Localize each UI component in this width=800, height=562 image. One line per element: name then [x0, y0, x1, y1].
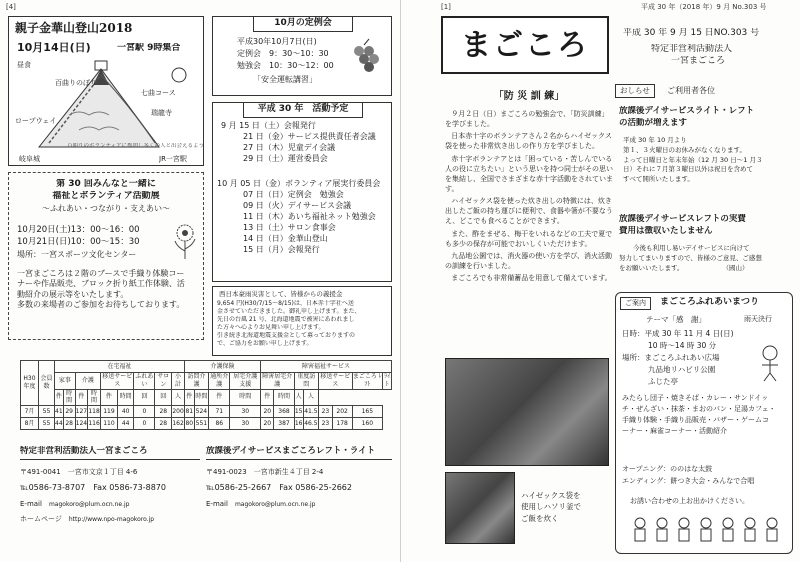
stats-group-header: 障害福祉サービス — [261, 361, 392, 373]
row-month: 7月 — [21, 406, 39, 418]
schedule-item: 21 日（金）サービス提供責任者会議 — [243, 132, 376, 141]
stats-header: まごころ ﾚﾌﾄ — [352, 373, 382, 388]
table-cell: 23 — [319, 418, 333, 430]
stats-group-header: 在宅福祉 — [55, 361, 185, 373]
stats-subheader: 時間 — [117, 389, 134, 406]
notice-line: すべて開所いたします。 — [623, 175, 694, 183]
table-cell: 178 — [332, 418, 352, 430]
table-cell: 202 — [332, 406, 352, 418]
notice-line: 日）それに７月第３曜日以外は祝日を含めて — [623, 165, 753, 174]
festival-place: ふじた亭 — [648, 377, 678, 386]
issue-line: 平成 30 年（2018 年）9 月 No.303 号 — [641, 3, 767, 11]
mountain-illustration — [9, 55, 203, 155]
stats-subheader: 時間 — [274, 389, 294, 406]
festival-item-line: 手織り体験・手織り品販売・バザー・ゲームコ — [622, 415, 769, 424]
stats-table-wrap — [20, 360, 392, 430]
masthead-title: まごころ — [461, 28, 589, 63]
article-paragraph: 赤十字ボランテアとは「困っている・苦しんでいる人の役に立ちたい」という思いを持つ同士がその思いを集結し、全国でさまざまな赤十字活動をされています。 — [445, 154, 613, 193]
stats-subheader: 人 — [294, 389, 303, 406]
org-address: 〒491-0041 一宮市文京１丁目 4-6 — [20, 468, 138, 477]
festival-place: 場所：まごころふれあい広場 — [622, 353, 720, 362]
table-cell: 46.5 — [303, 418, 318, 430]
publisher: 特定非営利活動法人 — [651, 44, 733, 54]
notice-heading: 放課後デイサービスライト・レフト — [619, 106, 755, 116]
table-cell: 0 — [134, 406, 155, 418]
schedule-item: 14 日（日）金華山登山 — [243, 234, 328, 243]
org-web-link[interactable]: http://www.npo-magokoro.jp — [68, 515, 155, 523]
stats-header: 移送サービス — [102, 373, 133, 388]
event-date: 10月21日(日)10：00～15：30 — [17, 237, 140, 247]
table-cell: 116 — [88, 418, 101, 430]
meeting-date: 平成30年10月7日(日) — [237, 37, 317, 46]
notice-title: ご利用者各位 — [667, 86, 715, 95]
stats-header: ﾗｲﾄ — [384, 373, 391, 388]
notice-line: 第１、３火曜日のお休みがなくなります。 — [623, 145, 746, 154]
schedule-item: 27 日（木）児童デイ会議 — [243, 143, 336, 152]
stats-header: 介護 — [75, 373, 100, 390]
org-email[interactable]: magokoro@plum.ocn.ne.jp — [48, 500, 130, 508]
notice-line: をお願いいたします。 （國山） — [619, 263, 749, 272]
flyer-label: ロープウェイ — [15, 117, 57, 125]
event-title-2: 福祉とボランティア活動展 — [52, 191, 160, 201]
table-cell: 44 — [55, 418, 64, 430]
stats-subheader: 時間 — [194, 389, 208, 406]
schedule-item: 09 日（火）デイサービス会議 — [243, 201, 352, 210]
publisher-name: 一宮まごころ — [671, 56, 726, 66]
stats-subheader: 時間 — [88, 389, 101, 406]
flyer-title: 親子金華山登山2018 — [15, 21, 133, 35]
notice-heading: の活動が増えます — [619, 118, 688, 128]
event-body-line: 多数の来場者のご参加をお待ちしております。 — [17, 300, 185, 310]
donation-title: 西日本豪雨災害として、皆様からの義援金 — [219, 290, 343, 298]
flyer-label: 昼食 — [17, 61, 31, 69]
stats-subheader-row — [21, 389, 392, 406]
stats-header: 通所介護 — [210, 373, 229, 388]
disaster-drill-article — [445, 90, 613, 285]
flower-icon — [169, 221, 201, 261]
meeting-time: 勉強会 10：30～12：00 — [237, 61, 334, 70]
stats-subheader: 件 — [209, 389, 230, 406]
hiking-flyer — [8, 16, 204, 166]
org-contact-2 — [206, 446, 392, 509]
stats-header: 小計 — [172, 373, 185, 390]
table-cell: 387 — [274, 418, 294, 430]
festival-opening: オープニング：ののはな太鼓 — [622, 465, 713, 473]
article-paragraph: また、酢をまぜる、梅干をいれるなどの工夫で夏でも多少の保存が可能でおいしくいただけます。 — [445, 229, 613, 248]
festival-item-line: みたらし団子・焼きそば・カレー・サンドイッ — [622, 394, 769, 402]
stats-table — [20, 360, 392, 430]
table-cell: 44 — [117, 418, 134, 430]
festival-box — [615, 292, 793, 554]
table-cell: 119 — [101, 406, 118, 418]
org-name: 特定非営利活動法人一宮まごころ — [20, 446, 200, 460]
table-cell: 28 — [155, 406, 172, 418]
activity-schedule — [212, 102, 392, 282]
table-cell: 71 — [209, 406, 230, 418]
article-body — [445, 109, 613, 283]
article-paragraph: 日本赤十字のボランテアさん２名からハイゼックス袋を使った非常炊き出しの作り方を学びました。 — [445, 132, 612, 151]
meeting-topic: 「安全運転講習」 — [253, 75, 317, 84]
table-cell: 15 — [294, 406, 303, 418]
notice-line: 努力してまいりますので、皆様のご意見、ご感想 — [619, 253, 762, 262]
meeting-time: 定例会 9：30～10：30 — [237, 49, 329, 58]
event-title: 第 30 回みんなと一緒に — [56, 179, 156, 189]
org-contact-1 — [20, 446, 200, 524]
stats-header: 会員数 — [39, 361, 55, 406]
donation-line: 金させていただきました。御礼申し上げます。また、 — [217, 308, 361, 316]
welfare-event-box — [8, 172, 204, 340]
table-cell: 55 — [39, 418, 55, 430]
stats-header: ふれあい — [135, 373, 154, 388]
org-tel: ℡0586-25-2667 Fax 0586-25-2662 — [206, 483, 352, 493]
donation-notice — [212, 286, 392, 356]
stats-subheader: 回 — [134, 389, 155, 406]
table-cell: 28 — [155, 418, 172, 430]
flyer-label: 岐阜城 — [19, 155, 40, 163]
stats-header: 障害居宅介護 — [262, 373, 293, 388]
row-month: 8月 — [21, 418, 39, 430]
schedule-september — [221, 121, 389, 165]
table-cell: 30 — [230, 406, 261, 418]
notice-label: おしらせ — [615, 84, 655, 98]
donation-line: 先日の台風 21 号、北海道地震で被害にあわれまし — [217, 316, 355, 324]
page-number: [4] — [6, 3, 16, 11]
stats-subheader: 件 — [101, 389, 118, 406]
notice-line: 今後も利用し易いデイサービスに向けて — [633, 244, 750, 252]
festival-contact: お誘い合わせの上お出かけください。 — [630, 497, 749, 505]
stats-subheader: 人 — [303, 389, 318, 406]
table-cell: 41.5 — [303, 406, 318, 418]
table-cell: 368 — [274, 406, 294, 418]
page-number: [1] — [441, 3, 451, 11]
table-cell: 81 — [184, 406, 194, 418]
festival-rain-note: 雨天決行 — [744, 315, 772, 323]
event-body-line: 一宮まごころは２階のブースで手織り体験コー — [17, 269, 185, 278]
table-cell: 110 — [101, 418, 118, 430]
stats-header: H30年度 — [21, 361, 39, 406]
stats-header: 居宅介護支援 — [230, 373, 261, 390]
schedule-item: 10 月 05 日（金）ボランティア展実行委員会 — [217, 179, 381, 188]
stats-subheader: 件 — [75, 389, 87, 406]
org-address: 〒491-0023 一宮市新生４丁目 2-4 — [206, 468, 324, 477]
notice-heading: 費用は徴収いたしません — [619, 226, 713, 236]
schedule-item: 15 日（月）会報発行 — [243, 245, 320, 254]
stats-group-header: 介護保険 — [184, 361, 260, 373]
article-paragraph: ハイゼックス袋を使った炊き出しの特徴には、炊き出したご飯の持ち運びに便利で、食器や箸が不要なうえ、どこでも食べることができます。 — [445, 197, 613, 226]
flyer-date: 10月14日(日) — [17, 41, 91, 54]
stats-header: 重度訪問 — [294, 373, 319, 390]
festival-ending: エンディング：餅つき大会・みんなで合唱 — [622, 477, 755, 485]
flyer-label: JR一宮駅 — [159, 155, 187, 163]
notice-line: よって日曜日と年末年始（12 月 30 日～1 月３ — [623, 155, 763, 164]
org-email-label: E-mail — [20, 499, 42, 508]
event-body-line: 動紹介の展示等をいたします。 — [17, 289, 129, 299]
notice-heading: 放課後デイサービスレフトの実費 — [619, 214, 746, 224]
flyer-label: 百曲りのぼり — [55, 79, 97, 87]
table-cell: 30 — [230, 418, 261, 430]
table-cell: 200 — [172, 406, 185, 418]
cooking-photo — [445, 472, 515, 544]
stats-subheader: 人 — [172, 389, 185, 406]
notice-body — [623, 136, 793, 185]
org-email[interactable]: magokoro@plum.ocn.ne.jp — [234, 500, 316, 508]
caption-line: ご飯を炊く — [521, 513, 559, 523]
schedule-item: 11 日（木）あいち福祉ネット勉強会 — [243, 212, 376, 221]
grapes-icon — [349, 37, 385, 83]
training-photo — [445, 358, 609, 466]
photo-caption — [521, 490, 611, 524]
flyer-label: 七曲コース — [141, 89, 176, 97]
flyer-label: 瑞龍寺 — [151, 109, 172, 117]
table-cell: 86 — [209, 418, 230, 430]
stats-header: 家事 — [55, 373, 76, 390]
notice-line: 平成 30 年 10 月より — [623, 136, 687, 144]
stats-subheader: 時間 — [230, 389, 261, 406]
stats-header: 移送サービス — [320, 373, 351, 388]
festival-when: 日時：平成 30 年 11 月 4 日(日) — [622, 329, 734, 338]
stats-subheader: 件 — [55, 389, 64, 406]
table-row — [21, 406, 392, 418]
org-web-label: ホームページ — [20, 514, 62, 523]
org-email-label: E-mail — [206, 499, 228, 508]
table-cell: 55 — [39, 406, 55, 418]
festival-item-line: チ・ぜんざい・抹茶・まおのパン・足湯カフェ・ — [622, 404, 776, 413]
monthly-meeting-box — [212, 16, 392, 96]
schedule-title: 平成 30 年 活動予定 — [243, 102, 363, 118]
table-cell: 551 — [194, 418, 208, 430]
donation-line: で、ご協力をお願い申し上げます。 — [217, 340, 313, 348]
schedule-item: 29 日（土）運営委員会 — [243, 154, 328, 163]
table-cell: 162 — [172, 418, 185, 430]
table-cell: 41 — [55, 406, 64, 418]
article-paragraph: まごころでも非常備蓄品を用意して備えています。 — [451, 274, 612, 283]
event-place: 場所：一宮スポーツ文化センター — [17, 250, 137, 259]
table-cell: 0 — [134, 418, 155, 430]
org-tel: ℡0586-73-8707 Fax 0586-73-8870 — [20, 483, 166, 493]
caption-line: 使用しハソリ釜で — [521, 502, 581, 512]
festival-label: ご案内 — [620, 297, 651, 310]
stats-subheader: 回 — [155, 389, 172, 406]
festival-place: 九品地リハビリ公園 — [648, 365, 716, 374]
table-cell: 20 — [261, 418, 274, 430]
table-cell: 124 — [75, 418, 87, 430]
meeting-title: 10月の定例会 — [253, 16, 353, 32]
schedule-item: 07 日（日）定例会 勉強会 — [243, 190, 344, 199]
table-cell: 29 — [63, 406, 75, 418]
stats-subheader: 件 — [261, 389, 274, 406]
stats-header: 訪問介護 — [184, 373, 208, 390]
table-cell: 80 — [184, 418, 194, 430]
festival-items — [622, 393, 790, 436]
event-subtitle: ～ふれあい・つながり・支えあい～ — [42, 204, 170, 213]
festival-theme: テーマ「感 謝」 — [646, 315, 706, 324]
notice-section — [615, 84, 793, 290]
table-cell: 23 — [319, 406, 333, 418]
article-paragraph: 九品地公園では、消火器の使い方を学び、消火活動の訓練を行いました。 — [445, 251, 613, 270]
schedule-october — [217, 179, 389, 256]
festival-title: まごころふれあいまつり — [660, 297, 760, 307]
table-cell: 118 — [88, 406, 101, 418]
child-illustration — [752, 343, 788, 383]
table-cell: 40 — [117, 406, 134, 418]
flyer-caption: 百曲りのボランティアに参加し多くの人と出会えるよう — [67, 143, 205, 149]
table-cell: 160 — [352, 418, 383, 430]
stats-header: サロン — [155, 373, 172, 390]
stats-subheader: 件 — [184, 389, 194, 406]
donation-line: 9,654 円(H30/7/15～8/15)は、日本赤十字社へ送 — [217, 300, 354, 307]
caption-line: ハイゼックス袋を — [521, 491, 581, 500]
table-cell: 165 — [352, 406, 383, 418]
masthead-box — [441, 16, 609, 74]
table-row — [21, 418, 392, 430]
flyer-meet: 一宮駅 9時集合 — [117, 43, 181, 53]
stats-subheader: 時間 — [63, 389, 75, 406]
table-cell: 28 — [63, 418, 75, 430]
event-date: 10月20日(土)13：00～16：00 — [17, 225, 140, 235]
children-row-illustration — [630, 515, 780, 549]
event-body-line: ナーや作品販売、ブロック折り紙工作体験、活 — [17, 279, 185, 289]
issue-date: 平成 30 年 9 月 15 日NO.303 号 — [623, 28, 760, 38]
donation-body — [217, 300, 391, 349]
table-cell: 127 — [75, 406, 87, 418]
donation-line: た方々へ心よりお見舞い申し上げます。 — [217, 324, 325, 332]
notice-body-2 — [619, 244, 791, 273]
event-body — [17, 269, 201, 311]
festival-time: 10 時～14 時 30 分 — [648, 341, 717, 350]
donation-line: 引き続き北海道地震支援金として募っておりますの — [217, 332, 356, 340]
festival-item-line: ーナー・麻雀コーナー・活動紹介 — [622, 426, 727, 435]
table-cell: 20 — [261, 406, 274, 418]
right-page — [400, 0, 800, 562]
org-name: 放課後デイサービスまごころレフト・ライト — [206, 446, 392, 460]
schedule-item: 13 日（土）サロン食事会 — [243, 223, 336, 232]
table-cell: 16 — [294, 418, 303, 430]
article-paragraph: ９月２日（日）まごころの勉強会で、「防災訓練」を学びました。 — [445, 110, 609, 129]
schedule-item: 9 月 15 日（土）会報発行 — [221, 121, 316, 130]
table-cell: 524 — [194, 406, 208, 418]
article-title: 「防 災 訓 練」 — [493, 91, 565, 102]
